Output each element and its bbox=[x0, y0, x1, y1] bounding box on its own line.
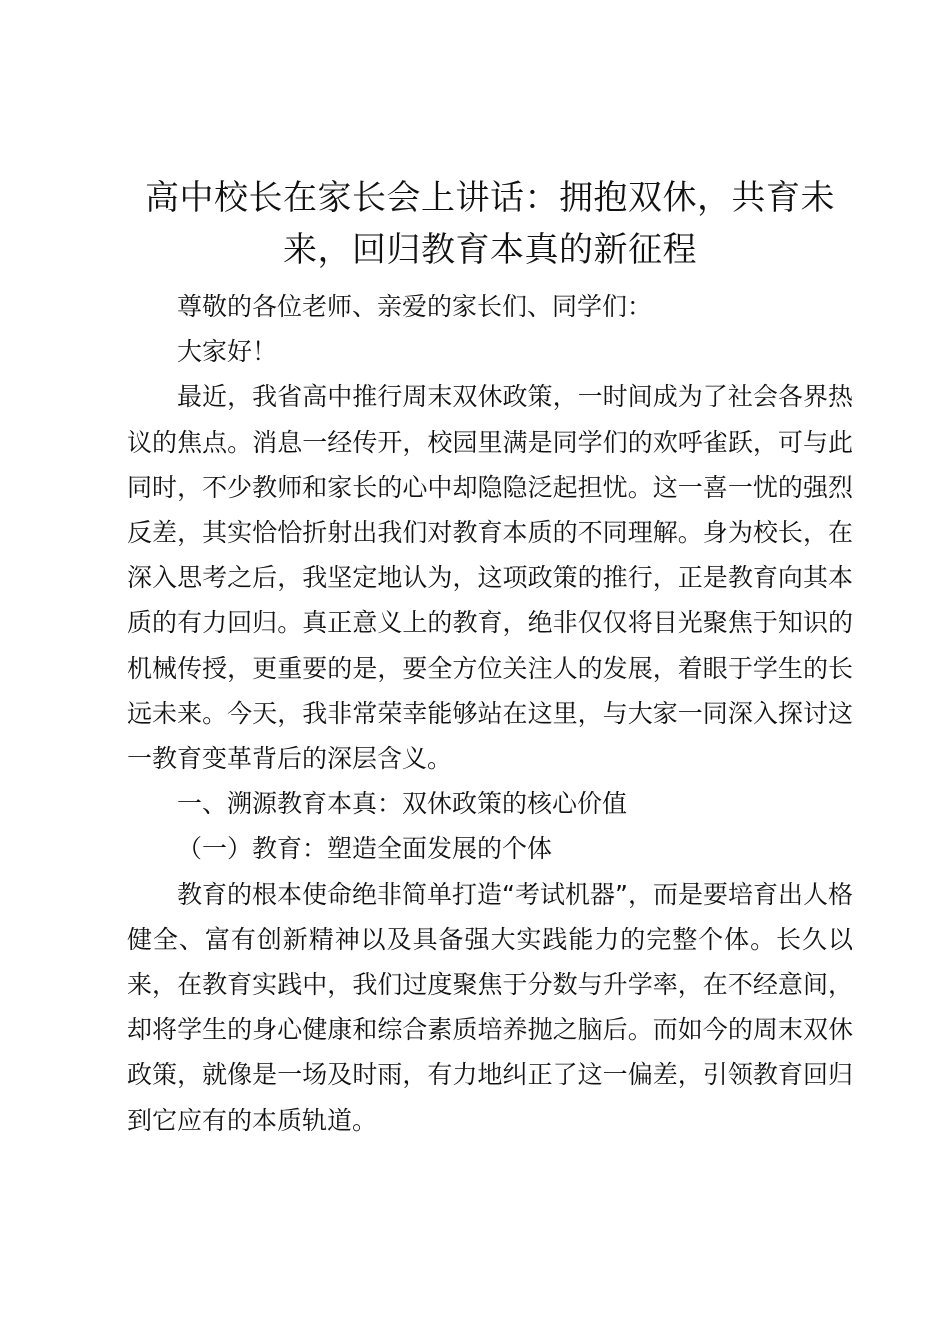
subsection-paragraph: 教育的根本使命绝非简单打造“考试机器”，而是要培育出人格健全、富有创新精神以及具备强大实践能力的完整个体。长久以来，在教育实践中，我们过度聚焦于分数与升学率，在不经意间，却将学生的身心健康和综合素质培养抛之脑后。而如今的周末双休政策，就像是一场及时雨，有力地纠正了这一偏差，引领教育回归到它应有的本质轨道。 bbox=[127, 879, 853, 1135]
greeting: 大家好！ bbox=[177, 337, 278, 367]
document-body bbox=[127, 284, 853, 1143]
title-line-1: 高中校长在家长会上讲话：拥抱双休，共育未 bbox=[145, 178, 835, 218]
salutation: 尊敬的各位老师、亲爱的家长们、同学们： bbox=[177, 292, 653, 321]
document-title bbox=[127, 172, 853, 276]
title-line-2: 来，回归教育本真的新征程 bbox=[283, 230, 697, 270]
intro-paragraph: 最近，我省高中推行周末双休政策，一时间成为了社会各界热议的焦点。消息一经传开，校园里满是同学们的欢呼雀跃，可与此同时，不少教师和家长的心中却隐隐泛起担忧。这一喜一忧的强烈反差，其实恰恰折射出我们对教育本质的不同理解。身为校长，在深入思考之后，我坚定地认为，这项政策的推行，正是教育向其本质的有力回归。真正意义上的教育，绝非仅仅将目光聚焦于知识的机械传授，更重要的是，要全方位关注人的发展，着眼于学生的长远未来。今天，我非常荣幸能够站在这里，与大家一同深入探讨这一教育变革背后的深层含义。 bbox=[127, 382, 853, 774]
section-heading: 一、溯源教育本真：双休政策的核心价值 bbox=[177, 789, 628, 819]
document-page bbox=[127, 172, 853, 1143]
subsection-heading: （一）教育：塑造全面发展的个体 bbox=[177, 834, 553, 864]
